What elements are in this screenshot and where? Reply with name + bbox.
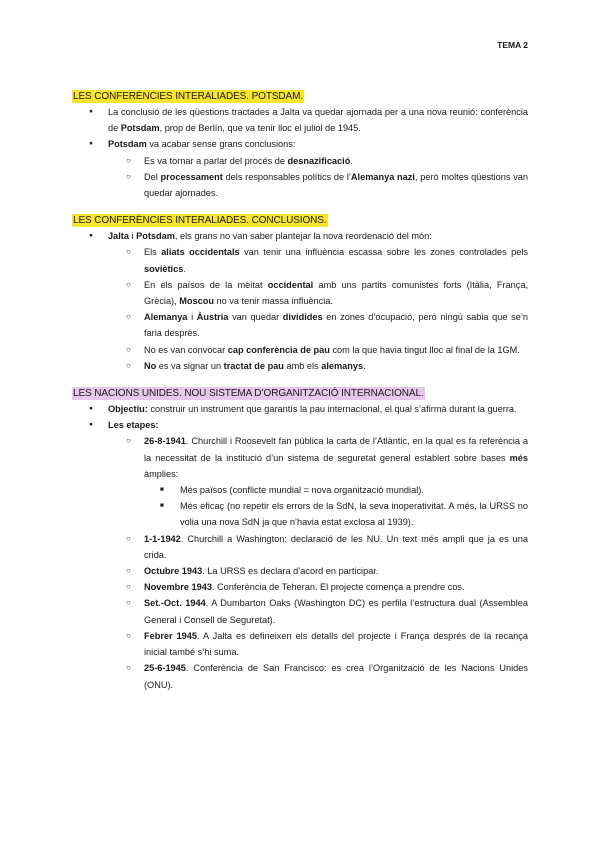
list-item-text: Potsdam va acabar sense grans conclusions: <box>108 139 296 150</box>
list-item-text: No es van convocar cap conferència de pau com la que havia tingut lloc al final de la 1GM. <box>144 344 520 355</box>
list-item-text: Els aliats occidentals van tenir una influència escassa sobre les zones controlades pels soviètics. <box>144 247 528 274</box>
list-item-text: 26-8-1941. Churchill i Roosevelt fan pública la carta de l’Atlàntic, en la qual es fa referència a la necessitat de la institució d’un sistema de seguretat general establert sobre bases més àmplies: <box>144 436 528 479</box>
section-heading: LES CONFERÈNCIES INTERALIADES. CONCLUSIONS. <box>73 215 327 227</box>
list-item-text: Les etapes: <box>108 420 159 431</box>
list-item <box>108 358 528 374</box>
bullet-list-level-2 <box>72 244 528 374</box>
list-item <box>144 498 528 530</box>
list-item <box>108 595 528 627</box>
bullet-list-level-1 <box>72 228 528 374</box>
list-item-text: La conclusió de les qüestions tractades a Jalta va quedar ajornada per a una nova reunió: conferència de Potsdam, prop de Berlín, que va tenir lloc el juliol de 1945. <box>108 107 528 134</box>
list-item-text: 25-6-1945. Conferència de San Francisco: es crea l’Organització de les Nacions Unides (ONU). <box>144 663 528 690</box>
list-item <box>108 660 528 692</box>
bullet-list-level-3 <box>108 482 528 531</box>
list-item <box>72 401 528 417</box>
bullet-list-level-2 <box>72 153 528 202</box>
list-item <box>108 579 528 595</box>
list-item-text: Novembre 1943. Conferència de Teheran. El projecte comença a prendre cos. <box>144 582 465 593</box>
bullet-list-level-1 <box>72 401 528 693</box>
list-item-text: Jalta i Potsdam, els grans no van saber plantejar la nova reordenació del món: <box>108 231 432 242</box>
list-item <box>108 277 528 309</box>
list-item-text: 1-1-1942. Churchill a Washington: declaració de les NU. Un text més ampli que ja es una crida. <box>144 533 528 560</box>
list-item <box>72 136 528 201</box>
list-item <box>108 628 528 660</box>
list-item-text: En els països de la meitat occidental amb uns partits comunistes forts (Itàlia, França, Grècia), Moscou no va tenir massa influència. <box>144 279 528 307</box>
list-item-text: Es va tornar a parlar del procés de desnazificació. <box>144 155 353 166</box>
list-item <box>108 563 528 579</box>
list-item <box>72 104 528 136</box>
section-heading: LES NACIONS UNIDES. NOU SISTEMA D’ORGANITZACIÓ INTERNACIONAL. <box>73 388 424 400</box>
list-item-text: Octubre 1943. La URSS es declara d’acord en participar. <box>144 566 379 577</box>
list-item <box>108 433 528 530</box>
list-item-text: Objectiu: construir un instrument que garantís la pau internacional, el qual s’afirmà durant la guerra. <box>108 404 517 415</box>
list-item-text: Alemanya i Àustria van quedar dividides en zones d’ocupació, però ningú sabia que se’n faria després. <box>144 312 528 339</box>
list-item <box>108 153 528 169</box>
section-heading: LES CONFERÈNCIES INTERALIADES. POTSDAM. <box>73 91 304 102</box>
list-item-text: Del processament dels responsables polítics de l’Alemanya nazi, però moltes qüestions van quedar ajornades. <box>144 171 529 199</box>
list-item-text: Més països (conflicte mundial = nova organització mundial). <box>180 485 424 496</box>
bullet-list-level-1 <box>72 104 528 201</box>
list-item <box>72 417 528 692</box>
list-item-text: No es va signar un tractat de pau amb els alemanys. <box>144 360 366 371</box>
list-item <box>108 309 528 341</box>
section <box>72 90 528 201</box>
section <box>72 214 528 374</box>
section <box>72 387 528 693</box>
list-item <box>108 244 528 276</box>
list-item-text: Febrer 1945. A Jalta es defineixen els detalls del projecte i França després de la recança inicial també s’hi suma. <box>144 630 528 658</box>
list-item <box>72 228 528 374</box>
list-item <box>108 169 528 201</box>
document-body <box>72 90 528 706</box>
list-item <box>144 482 528 498</box>
list-item <box>108 342 528 358</box>
page-header-tema: TEMA 2 <box>497 40 528 50</box>
list-item-text: Més eficaç (no repetir els errors de la SdN, la seva inoperativitat. A més, la URSS no volia una nova SdN ja que n’havia estat exclosa al 1939). <box>180 501 528 528</box>
bullet-list-level-2 <box>72 433 528 692</box>
list-item <box>108 531 528 563</box>
list-item-text: Set.-Oct. 1944. A Dumbarton Oaks (Washington DC) es perfila l’estructura dual (Assemblea General i Consell de Seguretat). <box>144 598 528 625</box>
